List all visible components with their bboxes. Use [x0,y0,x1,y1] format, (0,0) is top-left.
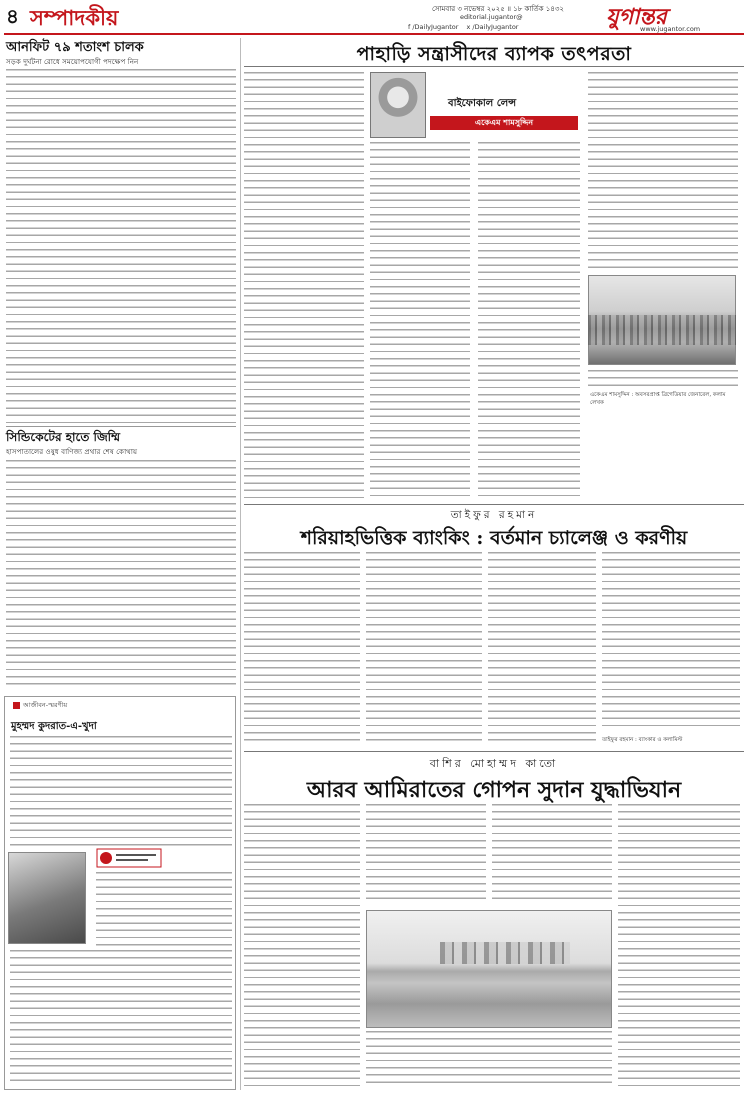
section-title: সম্পাদকীয় [30,5,119,30]
brand-logo: যুগান্তর [606,4,667,30]
obituary-body-side [96,872,232,948]
story3-body-col3 [492,804,612,904]
lead-body-col4-mid [588,370,738,388]
tag-icon [13,702,20,709]
editorial-body-2 [6,460,236,690]
story2-author: তাইফুর রহমান [450,509,538,521]
lead-photo-foliage [588,315,736,345]
lead-byline: একেএম শামসুদ্দিন [475,117,533,127]
story3-body-under-photo [366,1031,612,1086]
x-link[interactable]: x /DailyJugantor [466,23,519,31]
website-link[interactable]: www.jugantor.com [640,25,701,33]
lead-headline: পাহাড়ি সন্ত্রাসীদের ব্যাপক তৎপরতা [356,43,632,65]
divider [6,426,236,427]
story2-headline: শরিয়াহভিত্তিক ব্যাংকিং : বর্তমান চ্যালেঞ্জ ও করণীয় [300,527,688,549]
column-divider [240,38,241,1090]
lead-divider [244,66,744,67]
author-portrait [370,72,426,138]
lead-body-col1 [244,72,364,500]
facebook-link[interactable]: f /DailyJugantor [408,23,459,31]
social-links [408,23,518,31]
story2-divider [244,504,744,505]
story2-body-col3 [488,552,596,746]
story3-photo [366,910,612,1028]
masthead [0,0,748,34]
story2-body-col2 [366,552,482,746]
masthead-divider [4,33,744,35]
lead-body-col4-top [588,72,738,270]
lead-body-col3 [478,142,580,500]
lead-author-note: একেএম শামসুদ্দিন : অবসরপ্রাপ্ত ব্রিগেডিয়ার জেনারেল, কলাম লেখক [590,392,726,406]
editorial-subhead-1: সড়ক দুর্ঘটনা রোধে সময়োপযোগী পদক্ষেপ নিন [6,57,139,66]
obituary-body-top [10,736,232,848]
editorial-email[interactable]: editorial.jugantor@ [460,13,523,21]
publication-date: সোমবার ৩ নভেম্বর ২০২৫ ॥ ১৮ কার্তিক ১৪৩২ [432,5,564,13]
page-number: ৪ [6,4,19,28]
editorial-headline-1: আনফিট ৭৯ শতাংশ চালক [6,40,144,55]
story3-author: বাশির মোহাম্মদ কাতো [429,757,559,770]
story3-body-col2 [366,804,486,904]
story3-photo-vessel [440,942,570,964]
editorial-body-1 [6,69,236,423]
story3-body-col4 [618,804,740,1086]
obituary-body-bottom [10,950,232,1086]
obituary-portrait [8,852,86,944]
editorial-headline-2: সিন্ডিকেটের হাতে জিম্মি [6,430,121,444]
story2-body-col1 [244,552,360,746]
story3-divider [244,751,744,752]
obituary-tag: আজীবন-স্মরণীয় [13,700,67,711]
story3-headline: আরব আমিরাতের গোপন সুদান যুদ্ধাভিযান [306,777,682,803]
story3-body-col1 [244,804,360,1086]
lead-body-col2 [370,142,470,500]
editorial-subhead-2: হাসপাতালের ওষুধ বাণিজ্য প্রথার শেষ কোথায় [6,447,138,456]
emblem-icon [96,848,162,868]
story2-body-col4 [602,552,740,732]
obituary-name: মুহম্মদ কুদরাত-এ-খুদা [11,721,97,732]
story2-author-note: তাইফুর রহমান : ব্যাংকার ও কলামিস্ট [602,737,683,743]
column-kicker: বাইফোকাল লেন্স [448,98,517,109]
